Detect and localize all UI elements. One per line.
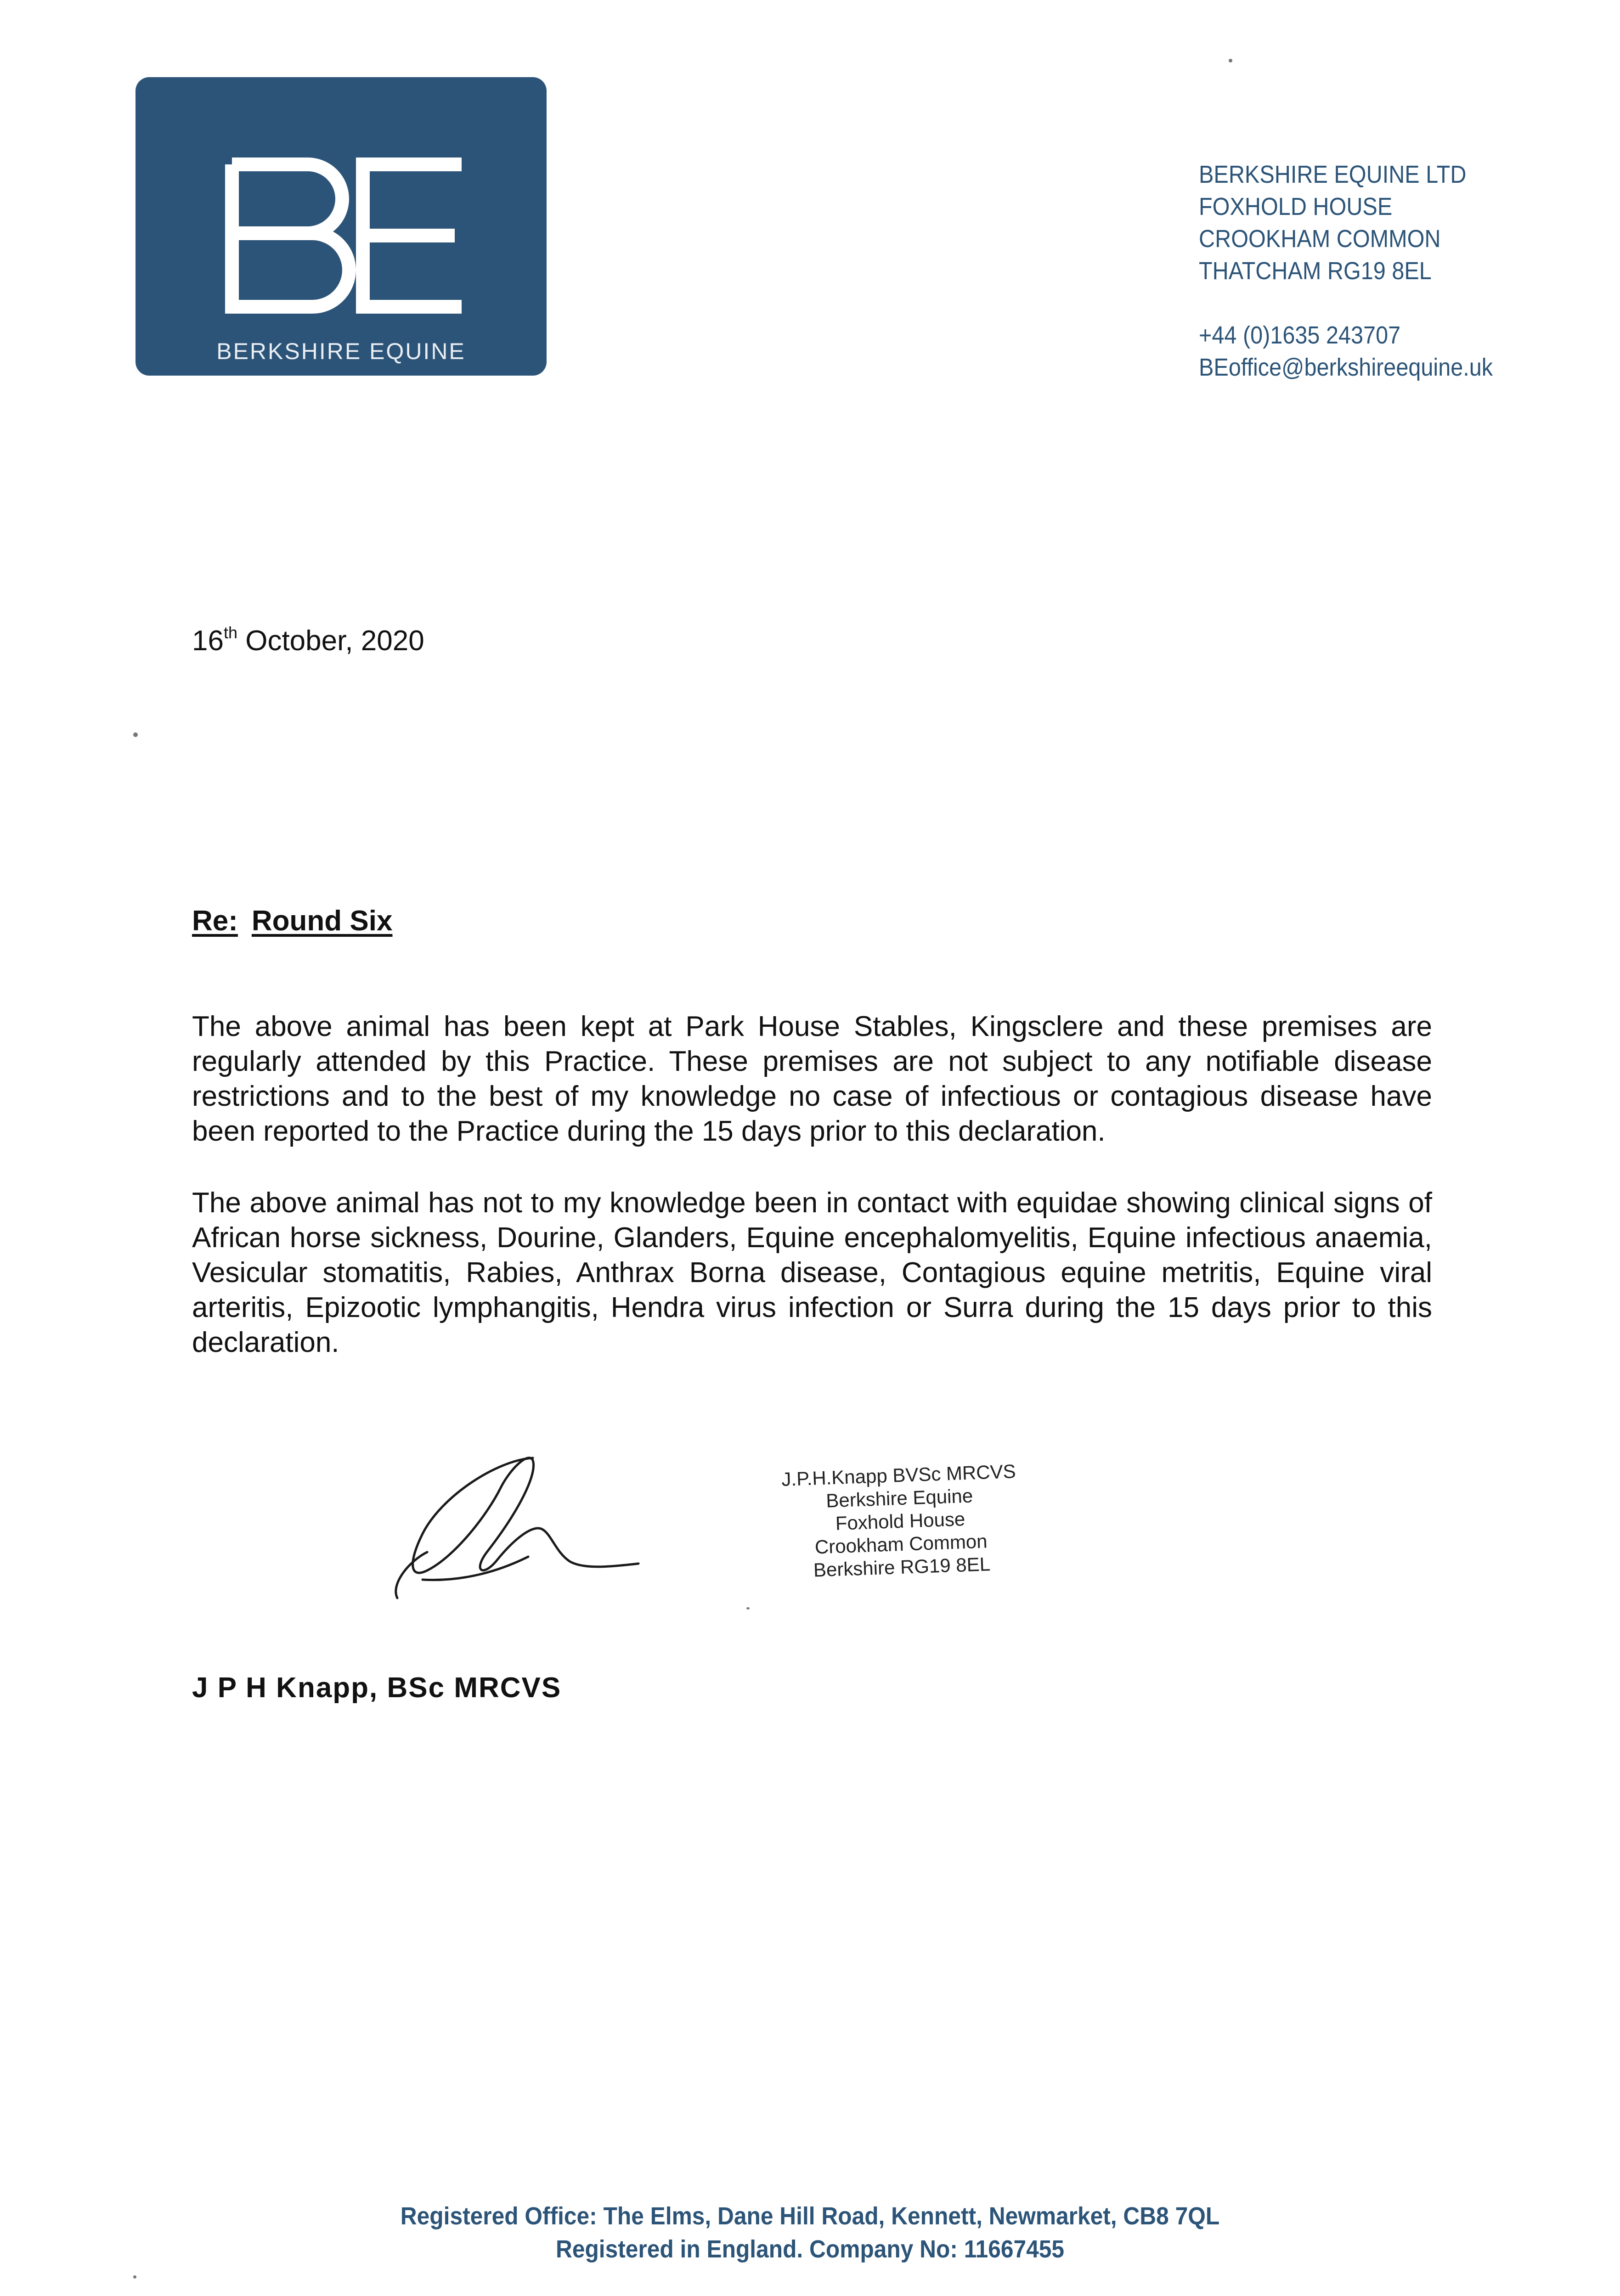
logo-company-name: BERKSHIRE EQUINE <box>216 338 466 364</box>
signatory-name: J P H Knapp, BSc MRCVS <box>192 1672 562 1704</box>
scan-speck <box>1229 59 1232 62</box>
footer-registered-office: Registered Office: The Elms, Dane Hill Road, Kennett, Newmarket, CB8 7QL <box>400 2202 1220 2230</box>
practice-stamp <box>751 1459 1049 1584</box>
scan-speck <box>746 1607 750 1609</box>
subject-prefix: Re: <box>192 905 238 937</box>
be-logo-mark <box>225 158 469 314</box>
company-logo <box>135 77 547 376</box>
company-address-line: FOXHOLD HOUSE <box>1199 193 1393 220</box>
stamp-line: J.P.H.Knapp BVSc MRCVS <box>781 1460 1016 1490</box>
handwritten-signature <box>381 1446 675 1603</box>
company-address-block <box>1199 158 1493 383</box>
scan-speck <box>133 2275 136 2279</box>
company-email[interactable]: BEoffice@berkshireequine.uk <box>1199 354 1493 381</box>
letter-date <box>192 625 424 657</box>
company-address-line: CROOKHAM COMMON <box>1199 225 1441 253</box>
date-suffix: th <box>223 623 237 642</box>
company-address-line: THATCHAM RG19 8EL <box>1199 257 1432 285</box>
date-rest: October, 2020 <box>245 625 424 657</box>
subject-title: Round Six <box>251 905 393 937</box>
stamp-line: Foxhold House <box>835 1508 965 1534</box>
stamp-line: Crookham Common <box>814 1530 988 1558</box>
body-paragraph-1: The above animal has been kept at Park House Stables, Kingsclere and these premises are regularly attended by this Practice. These premises are not subject to any notifiable disease restrictions and to the best of my knowledge no case of infectious or contagious disease have been reported to the Practice during the 15 days prior to this declaration. <box>192 1011 1432 1147</box>
date-day: 16 <box>192 625 224 657</box>
stamp-line: Berkshire RG19 8EL <box>813 1553 991 1581</box>
company-phone: +44 (0)1635 243707 <box>1199 321 1401 349</box>
footer-company-number: Registered in England. Company No: 11667455 <box>555 2235 1065 2263</box>
letter-subject <box>192 905 392 937</box>
footer <box>65 2200 1555 2266</box>
body-paragraph-2: The above animal has not to my knowledge been in contact with equidae showing clinical signs of African horse sickness, Dourine, Glanders, Equine encephalomyelitis, Equine infectious anaemia, Vesicular stomatitis, Rabies, Anthrax Borna disease, Contagious equine metritis, Equine viral arteritis, Epizootic lymphangitis, Hendra virus infection or Surra during the 15 days prior to this declaration. <box>192 1187 1432 1358</box>
scan-speck <box>133 732 138 737</box>
stamp-line: Berkshire Equine <box>825 1485 973 1512</box>
company-name: BERKSHIRE EQUINE LTD <box>1199 161 1467 188</box>
